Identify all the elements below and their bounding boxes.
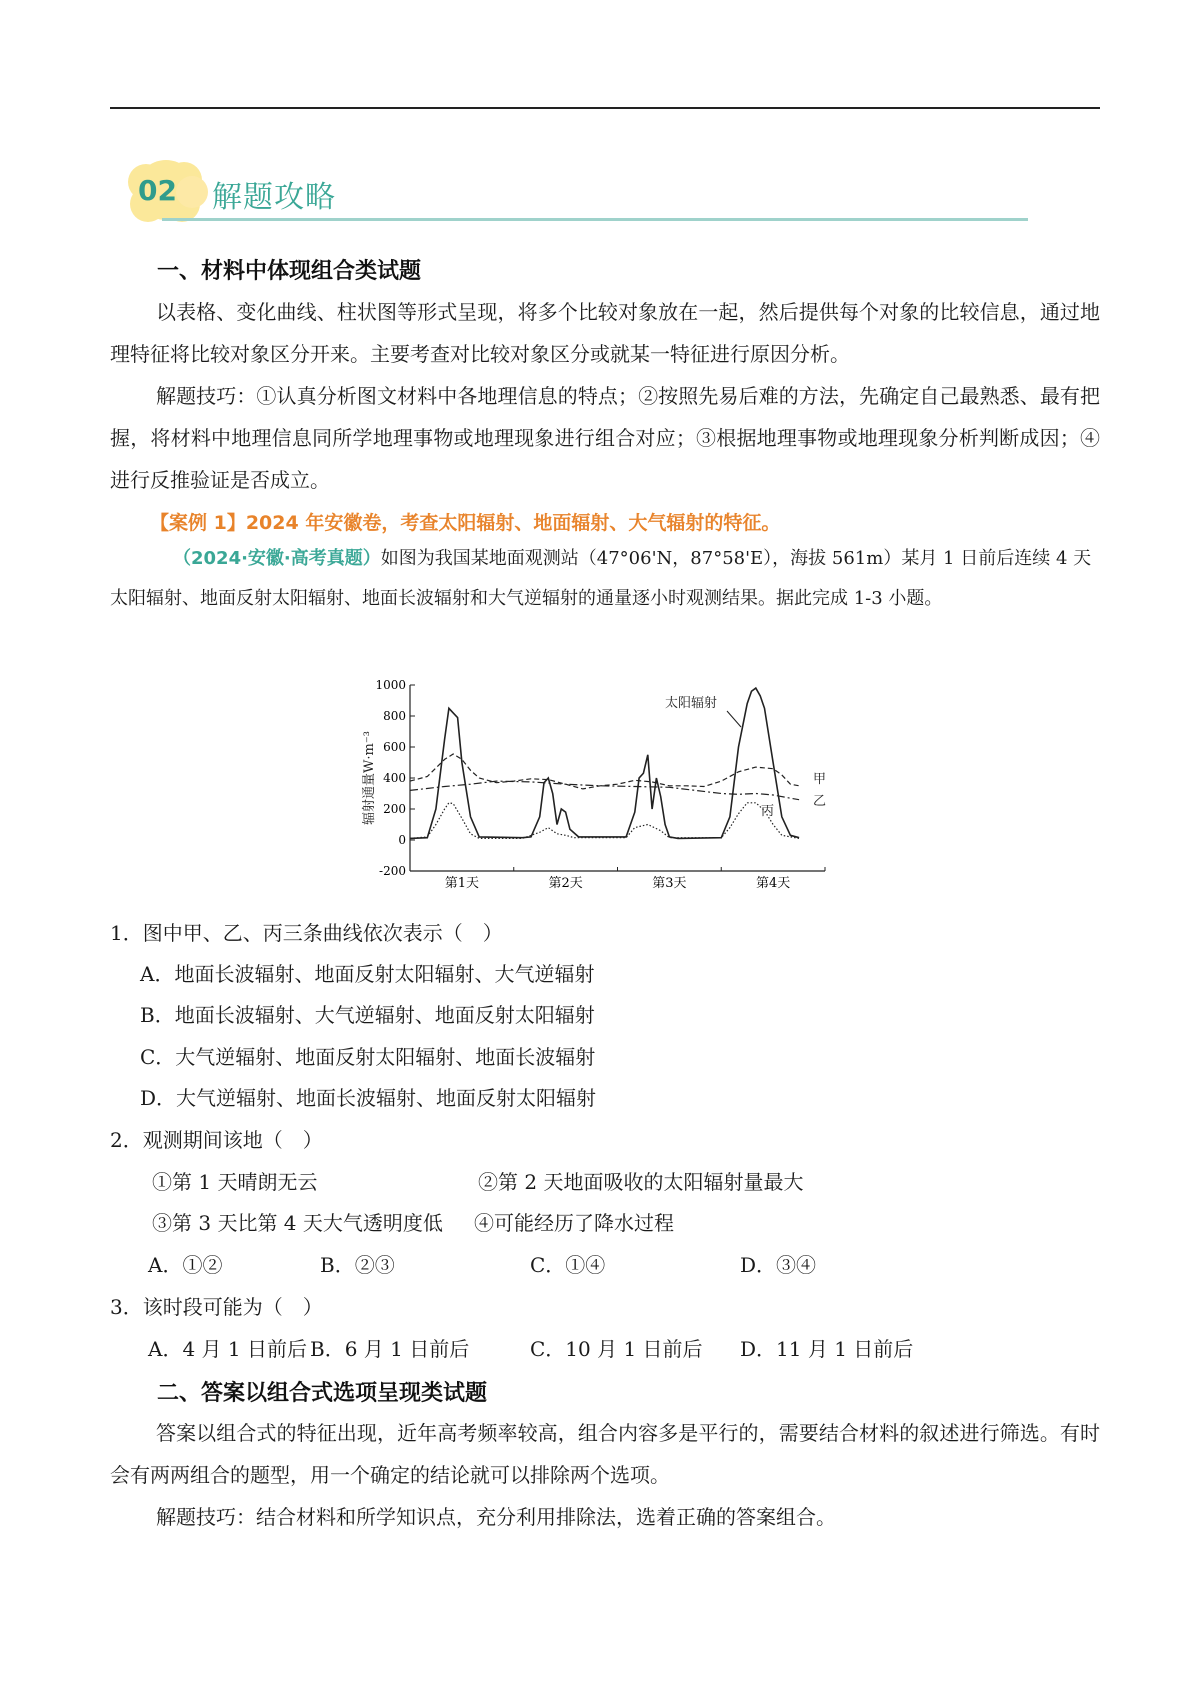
part1-heading: 一、材料中体现组合类试题: [157, 259, 422, 284]
question-2-statement-4: ④可能经历了降水过程: [474, 1211, 674, 1235]
question-1-option-b: B．地面长波辐射、大气逆辐射、地面反射太阳辐射: [140, 1003, 595, 1027]
question-1-option-a: A．地面长波辐射、地面反射太阳辐射、大气逆辐射: [140, 962, 595, 986]
y-tick-label: 800: [383, 709, 406, 723]
annotation-bing: 丙: [761, 804, 775, 819]
part2-paragraph-2: 解题技巧：结合材料和所学知识点，充分利用排除法，选着正确的答案组合。: [156, 1505, 836, 1529]
y-tick-label: 600: [383, 740, 406, 754]
section-number: 02: [138, 174, 177, 207]
question-1-option-d: D．大气逆辐射、地面长波辐射、地面反射太阳辐射: [140, 1086, 597, 1110]
y-axis-label: 辐射通量W·m⁻³: [362, 731, 377, 825]
x-tick-label: 第4天: [755, 876, 791, 891]
annotation-jia: 甲: [813, 772, 827, 787]
source-paragraph: [110, 539, 1100, 619]
section-header: [118, 152, 1028, 232]
source-text: 如图为我国某地面观测站（47°06'N，87°58'E），海拔 561m）某月 1 日前后连续 4 天太阳辐射、地面反射太阳辐射、地面长波辐射和大气逆辐射的通量逐小时观测结果。据此完成 1-3 小题。: [110, 548, 1092, 609]
series-line-1: [410, 754, 799, 789]
series-line-0: [410, 688, 799, 838]
question-2-option-a: A．①②: [148, 1253, 223, 1277]
question-2-statement-3: ③第 3 天比第 4 天大气透明度低: [152, 1211, 443, 1235]
question-2-option-c: C．①④: [530, 1253, 606, 1277]
section-title: 解题攻略: [212, 180, 336, 215]
question-3-option-b: B．6 月 1 日前后: [310, 1337, 470, 1361]
question-1-option-c: C．大气逆辐射、地面反射太阳辐射、地面长波辐射: [140, 1045, 596, 1069]
case-title: 【案例 1】2024 年安徽卷，考查太阳辐射、地面辐射、大气辐射的特征。: [150, 512, 781, 534]
section-underline: [162, 218, 1028, 221]
question-2-option-d: D．③④: [740, 1253, 817, 1277]
question-3-stem: 3．该时段可能为（ ）: [110, 1295, 323, 1319]
x-tick-label: 第2天: [548, 876, 583, 891]
x-tick-label: 第3天: [652, 876, 687, 891]
part2-paragraph-1: 答案以组合式的特征出现，近年高考频率较高，组合内容多是平行的，需要结合材料的叙述进行筛选。有时会有两两组合的题型，用一个确定的结论就可以排除两个选项。: [110, 1421, 1100, 1487]
source-tag: （2024·安徽·高考真题）: [173, 548, 381, 569]
y-tick-label: 200: [383, 802, 406, 816]
part2-heading: 二、答案以组合式选项呈现类试题: [157, 1381, 488, 1406]
annotation-solar: 太阳辐射: [665, 696, 718, 711]
annotation-yi: 乙: [813, 794, 827, 809]
question-3-option-a: A．4 月 1 日前后: [148, 1337, 307, 1361]
y-tick-label: 400: [383, 771, 406, 785]
question-2-statement-2: ②第 2 天地面吸收的太阳辐射量最大: [478, 1170, 804, 1194]
x-tick-label: 第1天: [444, 876, 480, 891]
part1-paragraph-2: 解题技巧：①认真分析图文材料中各地理信息的特点；②按照先易后难的方法，先确定自己最熟悉、最有把握，将材料中地理信息同所学地理事物或地理现象进行组合对应；③根据地理事物或地理现象分析判断成因；④进行反推验证是否成立。: [110, 384, 1100, 492]
top-rule: [110, 107, 1100, 109]
radiation-chart: [355, 675, 855, 905]
question-3-option-d: D．11 月 1 日前后: [740, 1337, 914, 1361]
y-tick-label: 0: [398, 833, 406, 847]
series-line-2: [410, 781, 799, 800]
annotation-solar-leader: [727, 711, 741, 727]
question-2-statement-1: ①第 1 天晴朗无云: [152, 1170, 318, 1194]
part1-paragraph-1: 以表格、变化曲线、柱状图等形式呈现，将多个比较对象放在一起，然后提供每个对象的比较信息，通过地理特征将比较对象区分开来。主要考查对比较对象区分或就某一特征进行原因分析。: [110, 300, 1100, 366]
y-tick-label: 1000: [375, 678, 406, 692]
y-tick-label: -200: [379, 864, 406, 878]
question-2-stem: 2．观测期间该地（ ）: [110, 1128, 323, 1152]
question-3-option-c: C．10 月 1 日前后: [530, 1337, 703, 1361]
question-1-stem: 1．图中甲、乙、丙三条曲线依次表示（ ）: [110, 921, 503, 945]
question-2-option-b: B．②③: [320, 1253, 395, 1277]
